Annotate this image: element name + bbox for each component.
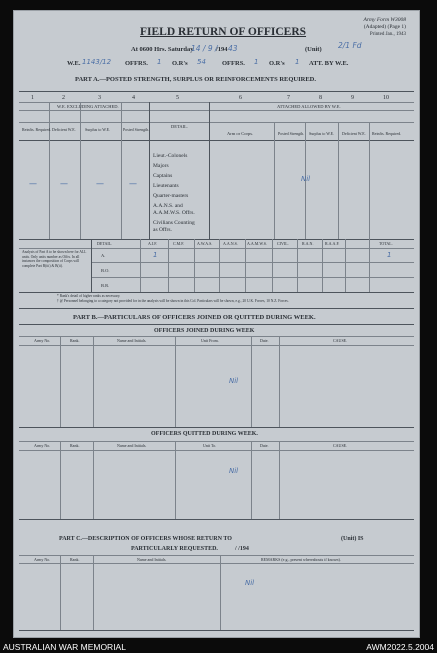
part-b-heading: PART B.—PARTICULARS OF OFFICERS JOINED OR QUITTED DURING WEEK. xyxy=(73,314,316,321)
we-label: W.E. xyxy=(67,60,81,67)
rank-label: Majors xyxy=(153,163,169,169)
col-number: 7 xyxy=(287,95,290,101)
sub-header: Reinfts. Required. xyxy=(22,127,52,132)
analysis-header: A.A.M.W.S. xyxy=(247,241,267,246)
hw-unit: 2/1 Fd xyxy=(338,41,362,50)
sub-header: Arm or Corps. xyxy=(227,131,254,136)
part-c-heading-1: PART C.—DESCRIPTION OF OFFICERS WHOSE RETURN TO xyxy=(59,536,232,542)
sub-header: DETAIL. xyxy=(171,124,189,129)
quitted-col: Rank. xyxy=(70,443,80,448)
ors-label: O.R's xyxy=(172,60,188,67)
analysis-header: DETAIL. xyxy=(97,241,113,246)
offrs-label: OFFRS. xyxy=(125,60,148,67)
hw-offrs-2: 1 xyxy=(254,58,259,66)
attached-header: ATTACHED ALLOWED BY W.E. xyxy=(277,104,341,109)
joined-col: Army No. xyxy=(34,338,51,343)
archive-footer xyxy=(0,640,437,653)
offrs-label-2: OFFRS. xyxy=(222,60,245,67)
army-form-printed: Printed Jan., 1943 xyxy=(369,32,406,37)
hw-nil-joined: Nil xyxy=(229,377,239,385)
sub-header: Posted Strength. xyxy=(123,127,150,132)
rank-label: Lieutenants xyxy=(153,183,179,189)
hw-dash: — xyxy=(96,179,104,188)
sub-header: Surplus to W.E. xyxy=(85,127,111,132)
unit-label: (Unit) xyxy=(305,46,322,53)
ors-label-2: O.R's xyxy=(269,60,285,67)
quitted-col: Unit To. xyxy=(203,443,217,448)
part-c-col: Rank. xyxy=(70,557,80,562)
hw-ors-2: 1 xyxy=(295,58,300,66)
footnote: * Rank's detail of higher ranks as necessary. xyxy=(57,294,121,298)
date-line-prefix: At 0600 Hrs. Saturday xyxy=(131,46,194,53)
hw-dash: — xyxy=(129,179,137,188)
part-c-col: REMARKS (e.g., present whereabouts if known). xyxy=(261,557,341,562)
date-line-year: /194 xyxy=(216,46,228,53)
form-sheet xyxy=(13,10,420,638)
quitted-col: CAUSE. xyxy=(333,443,348,448)
joined-col: Rank. xyxy=(70,338,80,343)
army-form-adapted: (Adapted) (Page 1) xyxy=(363,24,406,30)
col-number: 9 xyxy=(351,95,354,101)
hw-nil-part-a: Nil xyxy=(301,175,311,183)
col-number: 6 xyxy=(239,95,242,101)
sub-header: Deficient W.E. xyxy=(52,127,76,132)
sub-header: Reinfts. Required. xyxy=(372,131,402,136)
rank-label: A.A.N.S. and xyxy=(153,203,183,209)
quitted-title: OFFICERS QUITTED DURING WEEK. xyxy=(151,431,258,437)
analysis-header: CIVIL. xyxy=(277,241,289,246)
hw-we-ref: 1143/12 xyxy=(82,58,112,66)
sub-header: Posted Strength. xyxy=(278,131,305,136)
joined-title: OFFICERS JOINED DURING WEEK xyxy=(154,328,255,334)
joined-col: CAUSE. xyxy=(333,338,348,343)
we-excluding-header: W.E. EXCLUDING ATTACHED. xyxy=(57,104,119,109)
col-number: 1 xyxy=(31,95,34,101)
analysis-row-label: B.R. xyxy=(101,283,110,288)
part-c-col: Name and Initials. xyxy=(137,557,167,562)
rank-label: A.A.M.W.S. Offrs. xyxy=(153,210,195,216)
col-number: 10 xyxy=(383,95,389,101)
analysis-header: TOTAL. xyxy=(379,241,393,246)
analysis-header: A.W.A.S. xyxy=(197,241,213,246)
part-c-heading-date: / /194 xyxy=(235,546,249,552)
analysis-row-label: B.O. xyxy=(101,268,110,273)
analysis-header: R.A.A.F. xyxy=(325,241,340,246)
hw-ors: 54 xyxy=(197,58,206,66)
form-title: FIELD RETURN OF OFFICERS xyxy=(140,26,307,38)
col-number: 3 xyxy=(98,95,101,101)
analysis-row-label: A. xyxy=(101,253,106,258)
joined-col: Date. xyxy=(260,338,269,343)
quitted-col: Name and Initials. xyxy=(117,443,147,448)
col-number: 4 xyxy=(132,95,135,101)
rank-label: Lieut.-Colonels xyxy=(153,153,188,159)
part-c-heading-2: PARTICULARLY REQUESTED. xyxy=(131,546,218,552)
hw-analysis-a: 1 xyxy=(153,251,158,259)
joined-col: Unit From. xyxy=(201,338,219,343)
hw-date: 14 / 9 / xyxy=(191,44,218,53)
hw-nil-quitted: Nil xyxy=(229,467,239,475)
hw-analysis-total: 1 xyxy=(387,251,392,259)
rank-label: Civilians Counting xyxy=(153,220,195,226)
analysis-header: A.I.F. xyxy=(148,241,158,246)
footer-institution: AUSTRALIAN WAR MEMORIAL xyxy=(3,642,126,652)
analysis-header: C.M.F. xyxy=(173,241,185,246)
hw-nil-part-c: Nil xyxy=(245,579,255,587)
rank-label: as Offrs. xyxy=(153,227,172,233)
col-number: 8 xyxy=(319,95,322,101)
footer-accession: AWM2022.5.2004 xyxy=(366,642,434,652)
part-c-col: Army No. xyxy=(34,557,51,562)
rank-label: Quarter-masters xyxy=(153,193,189,199)
part-c-heading-unit: (Unit) IS xyxy=(341,536,364,542)
col-number: 5 xyxy=(176,95,179,101)
hw-dash: — xyxy=(29,179,37,188)
sub-header: Deficient W.E. xyxy=(342,131,366,136)
part-a-heading: PART A.—POSTED STRENGTH, SURPLUS OR REINFORCEMENTS REQUIRED. xyxy=(75,76,316,83)
hw-offrs: 1 xyxy=(157,58,162,66)
quitted-col: Date. xyxy=(260,443,269,448)
army-form-ref: Army Form W3008 xyxy=(363,17,406,23)
hw-year: 43 xyxy=(228,44,238,53)
analysis-note: Analysis of Part A to be shown here for ALL units. Only units number as Offrs. In all instances the composition of Corps will complete Part B(iii) & B(ii). xyxy=(22,250,87,269)
rank-label: Captains xyxy=(153,173,173,179)
analysis-header: R.A.N. xyxy=(302,241,314,246)
analysis-header: A.A.N.S. xyxy=(223,241,238,246)
joined-col: Name and Initials. xyxy=(117,338,147,343)
hw-dash: — xyxy=(60,179,68,188)
col-number: 2 xyxy=(62,95,65,101)
att-label: ATT. BY W.E. xyxy=(309,60,349,67)
footnote: † @ Personnel belonging to a category not provided for in the analysis will be shown in this Col. Particulars will be shown, e.g., 20 U.K. Forces, 10 N.Z. Forces. xyxy=(57,299,289,303)
quitted-col: Army No. xyxy=(34,443,51,448)
sub-header: Surplus to W.E. xyxy=(309,131,335,136)
